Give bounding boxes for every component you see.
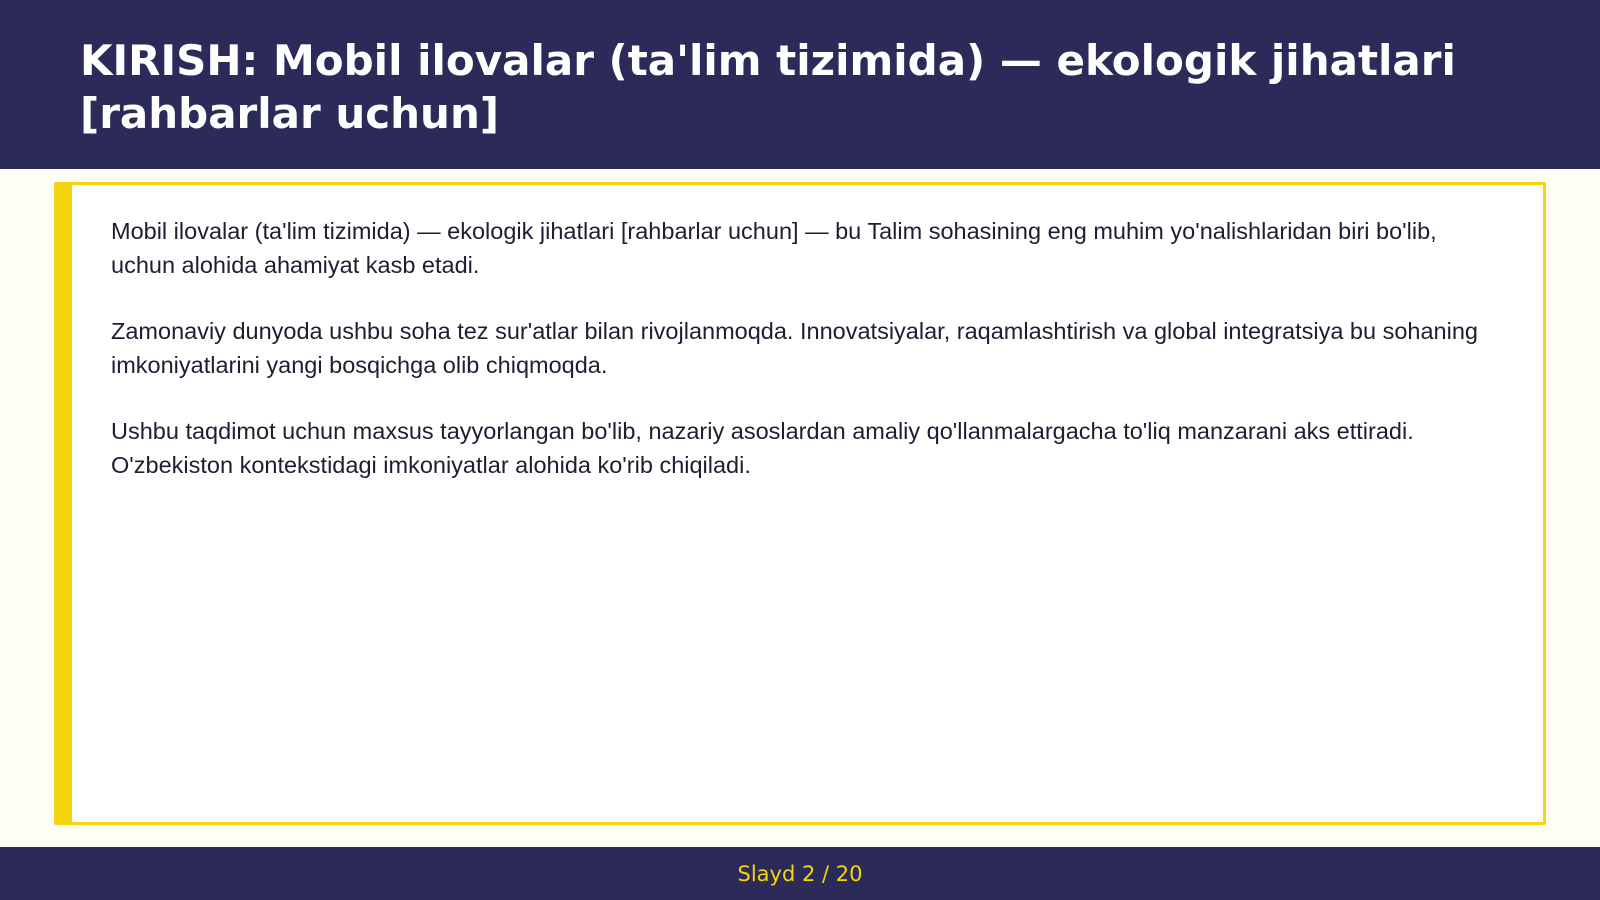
slide-title: KIRISH: Mobil ilovalar (ta'lim tizimida) — ekologik jihatlari [rahbarlar uchun] bbox=[80, 36, 1456, 138]
context-paragraph: Zamonaviy dunyoda ushbu soha tez sur'atlar bilan rivojlanmoqda. Innovatsiyalar, raqamlashtirish va global integratsiya bu sohaning imkoniyatlarini yangi bosqichga olib chiqmoqda. bbox=[111, 318, 1478, 378]
slide-header bbox=[0, 0, 1600, 169]
intro-paragraph: Mobil ilovalar (ta'lim tizimida) — ekologik jihatlari [rahbarlar uchun] — bu Talim sohasining eng muhim yo'nalishlaridan biri bo'lib, uchun alohida ahamiyat kasb etadi. bbox=[111, 218, 1437, 278]
content-box bbox=[54, 182, 1546, 825]
purpose-paragraph: Ushbu taqdimot uchun maxsus tayyorlangan bo'lib, nazariy asoslardan amaliy qo'llanmalargacha to'liq manzarani aks ettiradi. O'zbekiston kontekstidagi imkoniyatlar alohida ko'rib chiqiladi. bbox=[111, 418, 1414, 478]
slide-footer bbox=[0, 847, 1600, 900]
slide-counter: Slayd 2 / 20 bbox=[737, 861, 863, 886]
